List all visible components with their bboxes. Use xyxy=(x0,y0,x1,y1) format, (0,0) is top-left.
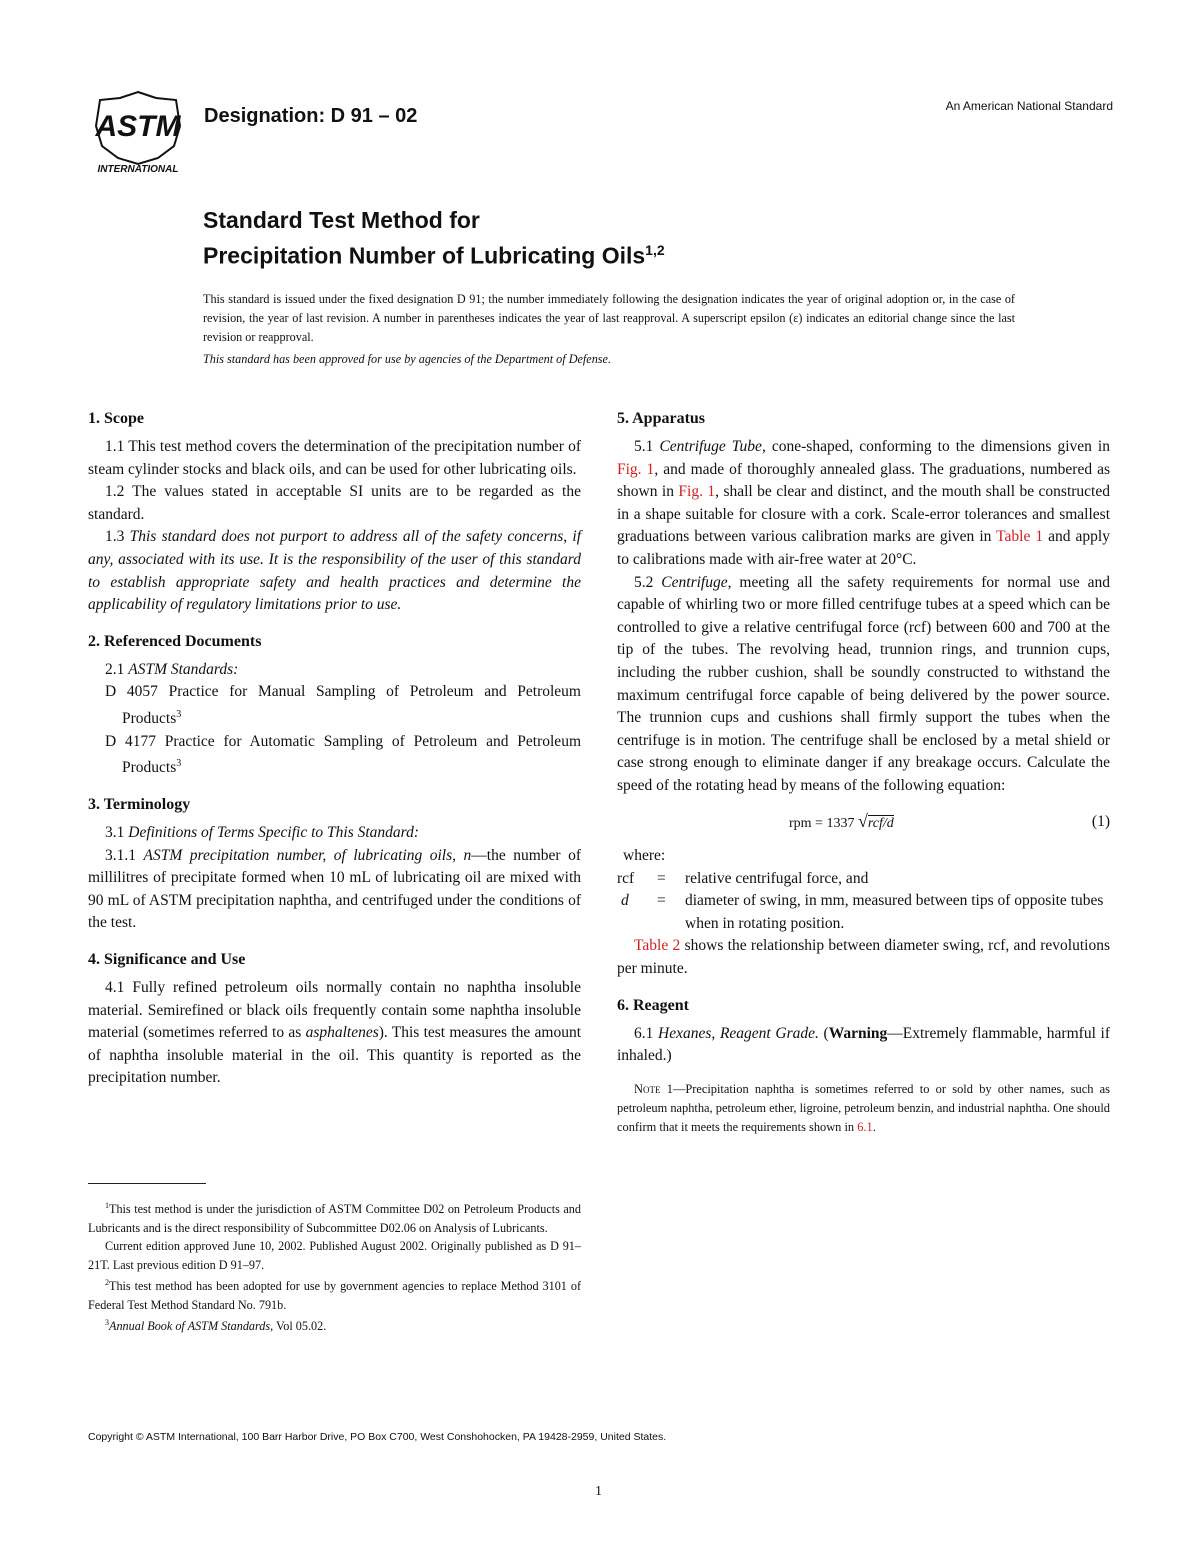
footnote-3: $^3$Annual Book of ASTM Standards, Vol 05.02. xyxy=(105,1318,327,1334)
footnote-1-edition: Current edition approved June 10, 2002. Published August 2002. Originally published as D 91–21T. Last previous edition D 91–97. xyxy=(88,1239,581,1272)
left-column xyxy=(88,408,581,1104)
copyright-notice: Copyright © ASTM International, 100 Barr Harbor Drive, PO Box C700, West Conshohocken, PA 19428-2959, United States. xyxy=(88,1431,667,1443)
paragraph-1-3: 1.3 This standard does not purport to address all of the safety concerns, if any, associated with its use. It is the responsibility of the user of this standard to establish appropriate safety and health practices and determine the applicability of regulatory limitations prior to use. xyxy=(88,528,582,614)
section-6-1-link[interactable]: 6.1 xyxy=(857,1120,873,1135)
astm-logo xyxy=(88,86,188,176)
section-heading: 6. Reagent xyxy=(617,996,689,1014)
footnotes xyxy=(88,1197,581,1336)
section-significance xyxy=(88,949,581,1090)
dod-approval-note: This standard has been approved for use by agencies of the Department of Defense. xyxy=(203,352,611,366)
section-heading: 5. Apparatus xyxy=(617,410,706,427)
page-number: 1 xyxy=(595,1484,602,1499)
astm-logo-icon xyxy=(88,86,188,176)
paragraph-1-1: 1.1 This test method covers the determination of the precipitation number of steam cylinder stocks and black oils, and can be used for other lubricating oils. xyxy=(88,438,581,478)
logo-subtext: INTERNATIONAL xyxy=(97,164,179,175)
equation-1 xyxy=(617,810,1110,836)
where-label: where: xyxy=(623,847,666,865)
section-heading: 3. Terminology xyxy=(88,796,191,814)
paragraph-3-1: 3.1 Definitions of Terms Specific to This Standard: xyxy=(105,824,420,842)
table-2-link[interactable]: Table 2 xyxy=(634,937,681,955)
paragraph-3-1-1: 3.1.1 ASTM precipitation number, of lubricating oils, n—the number of millilitres of precipitate formed when 10 mL of lubricating oil are mixed with 90 mL of ASTM precipitation naphtha, and centrifuged under the conditions of the test. xyxy=(88,846,581,932)
table-1-link[interactable]: Table 1 xyxy=(996,528,1044,546)
paragraph-5-1: 5.1 Centrifuge Tube, cone-shaped, conforming to the dimensions given in Fig. 1, and made of thoroughly annealed glass. The graduations, numbered as shown in Fig. 1, shall be clear and distinct, and the mouth shall be constructed in a shape suitable for closure with a cork. Scale-error tolerances and smallest graduations between various calibration marks are given in Table 1 and apply to calibrations made with air-free water at 20°C. xyxy=(617,438,1110,568)
section-apparatus xyxy=(617,408,1110,981)
title-line-1: Standard Test Method for xyxy=(203,207,480,233)
section-heading: 4. Significance and Use xyxy=(88,951,246,968)
section-heading: 2. Referenced Documents xyxy=(88,632,262,650)
section-referenced-documents xyxy=(88,631,581,780)
section-heading: 1. Scope xyxy=(88,410,144,427)
paragraph-2-1: 2.1 ASTM Standards: xyxy=(105,660,239,678)
document-title xyxy=(203,205,665,271)
title-line-2: Precipitation Number of Lubricating Oils$^{1,2}$ xyxy=(203,242,665,269)
paragraph-5-2: 5.2 Centrifuge, meeting all the safety requirements for normal use and capable of whirling two or more filled centrifuge tubes at a speed which can be controlled to give a relative centrifugal force (rcf) between 600 and 700 at the tip of the tubes. The revolving head, trunnion rings, and trunnion cups, including the rubber cushion, shall be soundly constructed to withstand the maximum centrifugal force capable of being delivered by the power source. The trunnion cups and cushions shall firmly support the tubes when the centrifuge is in motion. The centrifuge shall be enclosed by a metal shield or case strong enough to eliminate danger if any breakage occurs. Calculate the speed of the rotating head by means of the following equation: xyxy=(617,573,1110,794)
variable-definitions: rcf = relative centrifugal force, and d = diameter of swing, in mm, measured between tips of opposite tubes when in rotating position. xyxy=(617,869,1104,932)
equation-formula: rpm = 1337 √rcf/d xyxy=(789,810,894,831)
right-column xyxy=(617,408,1110,1151)
paragraph-4-1: 4.1 Fully refined petroleum oils normally contain no naphtha insoluble material. Semirefined or black oils frequently contain some naphtha insoluble material (sometimes referred to as asphaltenes). This test measures the amount of naphtha insoluble material in the oil. This quantity is reported as the precipitation number. xyxy=(88,979,581,1087)
fig-1-link[interactable]: Fig. 1 xyxy=(617,460,655,478)
footnote-2: $^2$This test method has been adopted for use by government agencies to replace Method 3101 of Federal Test Method Standard No. 791b. xyxy=(88,1278,581,1312)
paragraph-table-2: Table 2 shows the relationship between diameter swing, rcf, and revolutions per minute. xyxy=(617,937,1111,978)
logo-text: ASTM xyxy=(95,110,181,143)
designation: Designation: D 91 – 02 xyxy=(204,105,418,127)
paragraph-1-2: 1.2 The values stated in acceptable SI units are to be regarded as the standard. xyxy=(88,483,581,523)
note-1: Note 1—Precipitation naphtha is sometimes referred to or sold by other names, such as petroleum naphtha, petroleum ether, ligroine, petroleum benzin, and industrial naphtha. One should confirm that it meets the requirements shown in 6.1. xyxy=(617,1081,1110,1135)
section-scope xyxy=(88,408,581,617)
preamble: This standard is issued under the fixed designation D 91; the number immediately following the designation indicates the year of original adoption or, in the case of revision, the year of last revision. A number in parentheses indicates the year of last reapproval. A superscript epsilon (ε) indicates an editorial change since the last revision or reapproval. xyxy=(203,292,1015,344)
section-reagent xyxy=(617,995,1110,1138)
reference-d4177: D 4177 Practice for Automatic Sampling of Petroleum and Petroleum Products$^3$ xyxy=(105,732,581,777)
section-terminology xyxy=(88,794,581,935)
paragraph-6-1: 6.1 Hexanes, Reagent Grade. (Warning—Extremely flammable, harmful if inhaled.) xyxy=(617,1024,1110,1065)
reference-d4057: D 4057 Practice for Manual Sampling of Petroleum and Petroleum Products$^3$ xyxy=(105,683,581,728)
fig-1-link-2[interactable]: Fig. 1 xyxy=(678,483,716,501)
footnote-1: $^1$This test method is under the jurisdiction of ASTM Committee D02 on Petroleum Products and Lubricants and is the direct responsibility of Subcommittee D02.06 on Analysis of Lubricants. xyxy=(88,1201,581,1235)
footnote-divider xyxy=(88,1183,206,1184)
national-standard-label: An American National Standard xyxy=(945,99,1113,113)
equation-number: (1) xyxy=(1091,813,1110,830)
